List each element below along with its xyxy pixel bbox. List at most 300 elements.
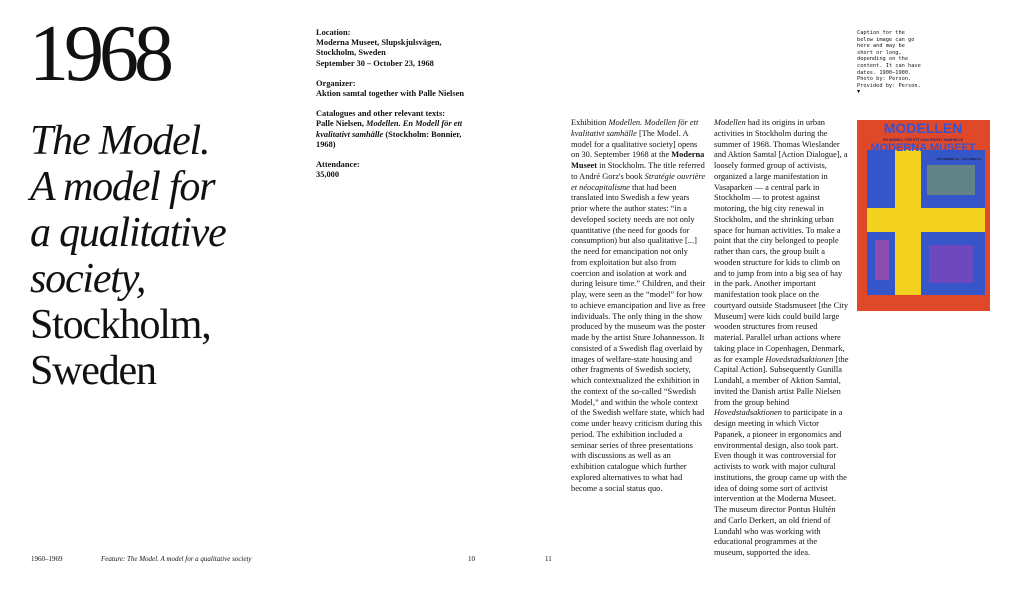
p1-g: of: [604, 343, 612, 353]
p2-f: for: [826, 451, 837, 461]
p2-f: intervention: [714, 494, 755, 504]
p1-book-title: et: [571, 182, 578, 192]
p2-b: organized: [714, 171, 747, 181]
p2-f: Lundahl: [714, 526, 742, 536]
p1-g: The: [596, 429, 610, 439]
p2-b: wooden: [714, 257, 741, 267]
p1-g: made: [571, 333, 590, 342]
p1-g: Children,: [642, 279, 674, 289]
p1-museum: Moderna: [671, 150, 705, 160]
p1-g: were: [589, 290, 606, 299]
p1-c: 30.: [581, 150, 592, 160]
p2-b: from: [777, 322, 794, 332]
p2-b: Dialogue],: [806, 150, 842, 160]
p1-g: consisted: [571, 343, 603, 353]
p1-e: The: [648, 161, 662, 170]
p2-b: motoring,: [714, 204, 747, 213]
p1-exhibition-title: Modellen.: [608, 118, 643, 127]
p1-e: title: [663, 161, 677, 170]
p2-f: though: [733, 451, 757, 461]
p1-g: need: [627, 225, 644, 235]
p2-f: the: [755, 472, 766, 482]
p1-g: poster: [685, 322, 706, 332]
p1-exhibition-title: samhälle: [606, 128, 637, 138]
p2-f: up: [809, 472, 818, 482]
p2-b: in: [746, 128, 753, 138]
p2-b: that: [733, 236, 746, 246]
p1-g: for: [645, 225, 656, 235]
p1-g: been: [660, 182, 677, 192]
p2-b: wooden: [714, 322, 741, 332]
p2-b: Samtal: [753, 150, 777, 160]
p2-d: a: [746, 376, 750, 385]
p1-museum: Museet: [571, 161, 598, 170]
p2-b: —: [752, 193, 761, 203]
p2-f: at: [798, 537, 805, 547]
p2-b: of: [821, 268, 828, 278]
p2-d: the: [739, 386, 750, 396]
p2-b: a: [765, 182, 769, 192]
p2-b: big: [795, 268, 807, 278]
p2-b: the: [769, 247, 781, 256]
p2-b: for: [723, 354, 733, 364]
location-block: [316, 28, 466, 69]
poster-graphic: [857, 120, 990, 311]
p1-g: whole: [650, 397, 672, 407]
p1-e: André: [579, 171, 601, 181]
p2-b: city: [760, 236, 773, 246]
p1-g: that: [631, 182, 645, 192]
p2-b: to: [807, 236, 815, 246]
p2-b: in: [797, 118, 804, 127]
p2-b: built: [803, 247, 820, 256]
p2-f: with: [771, 462, 787, 471]
p2-b: renewal: [788, 204, 816, 213]
p2-d: Subsequently: [769, 365, 815, 375]
p1-g: during: [571, 279, 593, 289]
p1-g: not: [660, 247, 672, 256]
p2-b: reused: [795, 322, 818, 332]
p2-b: formed: [740, 161, 765, 170]
p2-b: Denmark,: [811, 343, 845, 353]
p1-g: housing: [651, 354, 678, 364]
p2-b: [the: [818, 300, 832, 310]
p2-f: educational: [714, 537, 753, 547]
p2-b: in: [812, 182, 820, 192]
title-line-1: The Model.: [30, 118, 210, 164]
p1-g: where: [589, 204, 610, 213]
p2-f: doing: [739, 483, 759, 493]
p1-g: only: [679, 214, 695, 224]
p2-b: build: [803, 311, 821, 321]
p2-hovedstad-1: Hovedstadsaktionen: [765, 354, 834, 364]
poster-photo-fragment: [927, 165, 975, 195]
p2-b: group: [782, 247, 802, 256]
p1-g: had: [670, 472, 683, 482]
p2-b: origins: [771, 118, 796, 127]
p1-g: what: [651, 472, 668, 482]
p1-e: book: [625, 171, 643, 181]
p2-d: Nielsen: [815, 386, 841, 396]
p1-g: had: [692, 408, 705, 418]
p1-g: and: [675, 279, 688, 289]
p2-f: took: [806, 440, 822, 450]
p2-f: in: [830, 408, 837, 418]
p1-g: but: [619, 236, 630, 246]
p1-g: period.: [571, 429, 595, 439]
p2-d: invited: [714, 386, 738, 396]
p1-g: leisure: [594, 279, 618, 289]
p1-g: presentations: [648, 440, 693, 450]
p1-g: come: [571, 419, 590, 428]
p1-g: also: [631, 236, 646, 246]
p2-b: space: [714, 225, 733, 235]
p1-g: only: [627, 311, 643, 321]
p2-f: activist: [803, 483, 829, 493]
p2-f: was: [760, 526, 774, 536]
p2-f: design: [714, 419, 736, 428]
p1-g: consumption): [571, 236, 618, 246]
p2-d: Aktion: [790, 376, 814, 385]
p2-b: activities: [714, 128, 745, 138]
p1-g: other: [571, 365, 589, 375]
p1-g: work: [655, 268, 673, 278]
p2-f: idea.: [794, 548, 811, 557]
p1-g: produced: [571, 322, 603, 332]
p2-b: big: [761, 204, 772, 213]
p2-b: To: [805, 225, 815, 235]
p2-b: and: [714, 150, 727, 160]
p2-b: activists,: [797, 161, 827, 170]
p1-g: flag: [649, 343, 663, 353]
p2-d: Gunilla: [816, 365, 842, 375]
p1-g: become: [571, 483, 598, 493]
p2-b: protest: [771, 193, 795, 203]
p1-g: the: [672, 311, 683, 321]
p2-f: director: [759, 505, 786, 514]
p1-c: for: [594, 139, 604, 149]
p2-f: idea: [714, 483, 728, 493]
p2-b: jump: [736, 268, 755, 278]
p2-b: urban: [814, 214, 834, 224]
p2-b: and: [754, 214, 767, 224]
p1-g: series: [599, 440, 619, 450]
p1-g: are: [654, 214, 665, 224]
p2-f: Hultén: [812, 505, 836, 514]
p1-e: to: [571, 171, 578, 181]
location-value-3: September 30 – October 23, 1968: [316, 58, 434, 68]
p1-g: and: [601, 268, 615, 278]
p2-b: park.: [734, 279, 752, 289]
p1-g: and: [600, 397, 613, 407]
p2-b: from: [756, 268, 773, 278]
p2-b: of: [788, 161, 796, 170]
p2-f: major: [788, 462, 808, 471]
p2-b: Stockholm: [714, 193, 751, 203]
p2-b: important: [783, 279, 816, 289]
p2-f: Even: [714, 451, 732, 461]
body-paragraph: [714, 118, 849, 559]
p1-g: achieve: [579, 300, 606, 310]
p2-b: Parallel: [745, 333, 772, 342]
p1-book-title: néocapitalisme: [579, 182, 630, 192]
page-number-left: 10: [468, 555, 475, 563]
p2-f: the: [836, 472, 847, 482]
p2-d: behind: [766, 397, 790, 407]
p1-e: referred: [678, 161, 705, 170]
p2-b: taking: [714, 343, 735, 353]
body-paragraph: [571, 118, 706, 494]
p1-g: of: [571, 408, 578, 418]
p1-g: the: [601, 333, 612, 342]
p2-b: and: [714, 268, 727, 278]
p1-g: a: [678, 429, 683, 439]
p2-f: Victor: [798, 419, 819, 428]
p2-b: human: [746, 225, 770, 235]
p2-d: Palle: [796, 386, 814, 396]
p2-b: on: [831, 257, 841, 267]
p2-b: in: [714, 279, 721, 289]
p1-e: Stockholm.: [607, 161, 647, 170]
p1-g: to: [643, 472, 650, 482]
p1-g: context: [583, 386, 608, 396]
p2-f: institutions,: [714, 472, 754, 482]
p1-c: [The: [638, 128, 655, 138]
p2-d: Capital: [714, 365, 739, 375]
p2-b: people: [816, 236, 839, 246]
p2-f: of: [794, 483, 802, 493]
p2-b: as: [714, 354, 721, 364]
p2-b: manifestation: [714, 290, 760, 299]
p1-g: this: [689, 419, 702, 428]
p1-g: well: [637, 451, 652, 461]
p1-c: the: [658, 150, 670, 160]
p2-b: against: [796, 193, 821, 203]
p2-d: Action].: [739, 365, 768, 375]
p1-g: which: [669, 408, 691, 418]
p2-b: place: [778, 290, 797, 299]
p2-f: sort: [780, 483, 793, 493]
p1-g: the: [619, 386, 630, 396]
p2-f: Pontus: [787, 505, 811, 514]
p1-g: Swedish: [619, 343, 648, 353]
p1-g: a: [683, 204, 687, 213]
p2-f: programmes: [754, 537, 797, 547]
p2-b: in: [821, 171, 828, 181]
p2-f: the: [781, 548, 792, 557]
p1-g: a: [651, 193, 655, 203]
p1-g: exhibition: [571, 462, 605, 471]
p1-g: emancipation: [613, 247, 659, 256]
p1-g: exhibition: [656, 376, 691, 385]
p1-g: emancipation: [607, 300, 653, 310]
organizer-block: [316, 79, 466, 99]
p2-f: the: [806, 537, 818, 547]
p2-f: it: [758, 451, 764, 461]
title-line-4: society,: [30, 256, 146, 302]
p1-g: free: [692, 300, 706, 310]
p1-g: the: [571, 247, 582, 256]
p1-g: live: [668, 300, 682, 310]
p1-c: Model.: [656, 128, 681, 138]
p1-g: with: [571, 451, 586, 461]
p1-g: so-called: [631, 386, 662, 396]
p2-b: City: [833, 300, 849, 310]
p1-g: translated: [571, 193, 604, 203]
p1-g: criticism: [634, 419, 664, 428]
p2-b: manifestation: [773, 171, 820, 181]
p1-g: alternatives: [602, 472, 642, 482]
p1-g: for: [676, 290, 687, 299]
p1-g: in: [692, 376, 700, 385]
catalogues-book-title: Modellen. En Modell för ett kvalitativt samhälle: [316, 119, 463, 139]
p1-g: author: [624, 204, 646, 213]
p1-g: seminar: [571, 440, 598, 450]
body-column-1: [571, 118, 706, 504]
p1-book-title: Stratégie: [644, 171, 675, 181]
flag-cross-horizontal: [867, 208, 985, 232]
p1-g: exploitation: [589, 257, 630, 267]
attendance-block: [316, 160, 466, 180]
p2-b: hay: [830, 268, 843, 278]
p2-f: controversial: [780, 451, 825, 461]
footer-range: 1960–1969: [31, 555, 63, 563]
p1-g: had: [646, 182, 659, 192]
p1-g: heavy: [612, 419, 633, 428]
p2-f: and: [829, 429, 842, 439]
p1-g: (the: [612, 225, 626, 235]
p1-g: also: [644, 257, 658, 267]
p2-b: place: [737, 343, 755, 353]
p1-g: three: [629, 440, 647, 450]
p1-g: play,: [571, 290, 587, 299]
poster-photo-fragment: [875, 240, 889, 280]
p1-g: only: [673, 247, 688, 256]
p1-g: was: [657, 322, 671, 332]
p2-b: large: [754, 171, 772, 181]
p1-g: exhibition: [611, 429, 646, 439]
p2-b: structure: [742, 257, 772, 267]
p1-g: social: [604, 483, 625, 493]
p1-g: It: [699, 333, 705, 342]
p1-e: in: [599, 161, 606, 170]
attendance-label: Attendance:: [316, 160, 360, 170]
p1-c: qualitative: [611, 139, 648, 149]
p2-f: an: [778, 515, 787, 525]
p2-b: during: [793, 128, 816, 138]
p2-b: shrinking: [781, 214, 813, 224]
p1-g: show: [684, 311, 703, 321]
p2-b: example: [734, 354, 764, 364]
p1-g: welfare: [622, 408, 648, 418]
p1-g: the: [644, 376, 655, 385]
p1-c: A: [682, 128, 689, 138]
p1-g: by: [591, 333, 600, 342]
p1-g: into: [605, 193, 619, 203]
p1-g: as: [653, 451, 661, 461]
organizer-label: Organizer:: [316, 78, 356, 88]
p2-b: the: [817, 128, 828, 138]
p1-g: Swedish: [634, 365, 664, 375]
p2-f: was: [765, 451, 779, 461]
p1-a: Exhibition: [571, 118, 607, 127]
footer-feature-text: Feature: The Model. A model for a qualitative society: [101, 555, 252, 563]
p2-f: who: [744, 526, 759, 536]
p1-g: how: [688, 290, 703, 299]
p1-g: quo.: [647, 483, 663, 493]
p2-f: friend: [801, 515, 822, 525]
p1-g: to: [571, 300, 578, 310]
p1-g: a: [613, 343, 618, 353]
image-caption: Caption for the below image can go here and may be short or long, depending on the content. It can have dates. 1900–1900. Photo by: Person. Provided by: Person. ▼: [857, 30, 921, 96]
p2-b: climb: [810, 257, 830, 267]
catalogues-block: [316, 109, 466, 150]
p2-f: at: [756, 494, 763, 504]
poster-photo-fragment: [929, 245, 973, 283]
p2-f: some: [760, 483, 778, 493]
p1-g: state,: [650, 408, 668, 418]
p1-g: Sture: [632, 333, 651, 342]
p1-g: the: [571, 386, 582, 396]
p2-b: sea: [808, 268, 819, 278]
p2-b: the: [748, 204, 760, 213]
p2-b: cars,: [752, 247, 768, 256]
title-line-6: Sweden: [30, 348, 156, 394]
page-title: [30, 118, 280, 394]
p2-b: a: [748, 171, 753, 181]
p1-g: states:: [647, 204, 669, 213]
p1-g: explored: [571, 472, 601, 482]
p1-g: [...]: [685, 236, 697, 246]
p1-book-title: ouvrière: [676, 171, 706, 181]
p1-g: from: [571, 257, 588, 267]
p1-g: “model”: [645, 290, 675, 299]
p2-f: in: [779, 429, 787, 439]
p1-g: of: [596, 354, 604, 364]
p2-d: member: [751, 376, 780, 385]
p1-g: the: [614, 322, 625, 332]
p2-b: city: [774, 204, 787, 213]
p1-g: society: [607, 214, 632, 224]
p2-f: which: [775, 419, 797, 428]
p2-b: kids: [766, 311, 781, 321]
p2-f: ergonomics: [788, 429, 828, 439]
p1-g: not: [666, 214, 678, 224]
paragraph-gap: [571, 494, 706, 504]
poster-dates: SEPTEMBER 30 – OKTOBER 23: [936, 157, 981, 161]
p1-g: contextualized: [593, 376, 643, 385]
p2-hovedstad-2: Hovedstadsaktionen: [714, 408, 782, 418]
p2-d: of: [781, 376, 789, 385]
p1-g: quantitative: [571, 225, 611, 235]
p2-f: work: [752, 462, 770, 471]
p2-b: in: [817, 204, 824, 213]
p2-f: activists: [714, 462, 742, 471]
year-heading: 1968: [29, 10, 169, 98]
p2-f: museum,: [714, 548, 745, 557]
p2-b: for: [734, 225, 745, 235]
p1-g: museum: [627, 322, 656, 332]
p1-g: which: [641, 462, 662, 471]
exhibition-poster-image: [857, 120, 990, 311]
p1-c: at: [650, 150, 657, 160]
p2-b: Stockholm,: [714, 214, 753, 224]
p2-f: a: [746, 429, 751, 439]
p1-g: for: [679, 225, 690, 235]
p2-b: the: [747, 236, 759, 246]
p2-b: into: [774, 268, 788, 278]
catalogues-label: Catalogues and other relevant texts:: [316, 109, 446, 119]
